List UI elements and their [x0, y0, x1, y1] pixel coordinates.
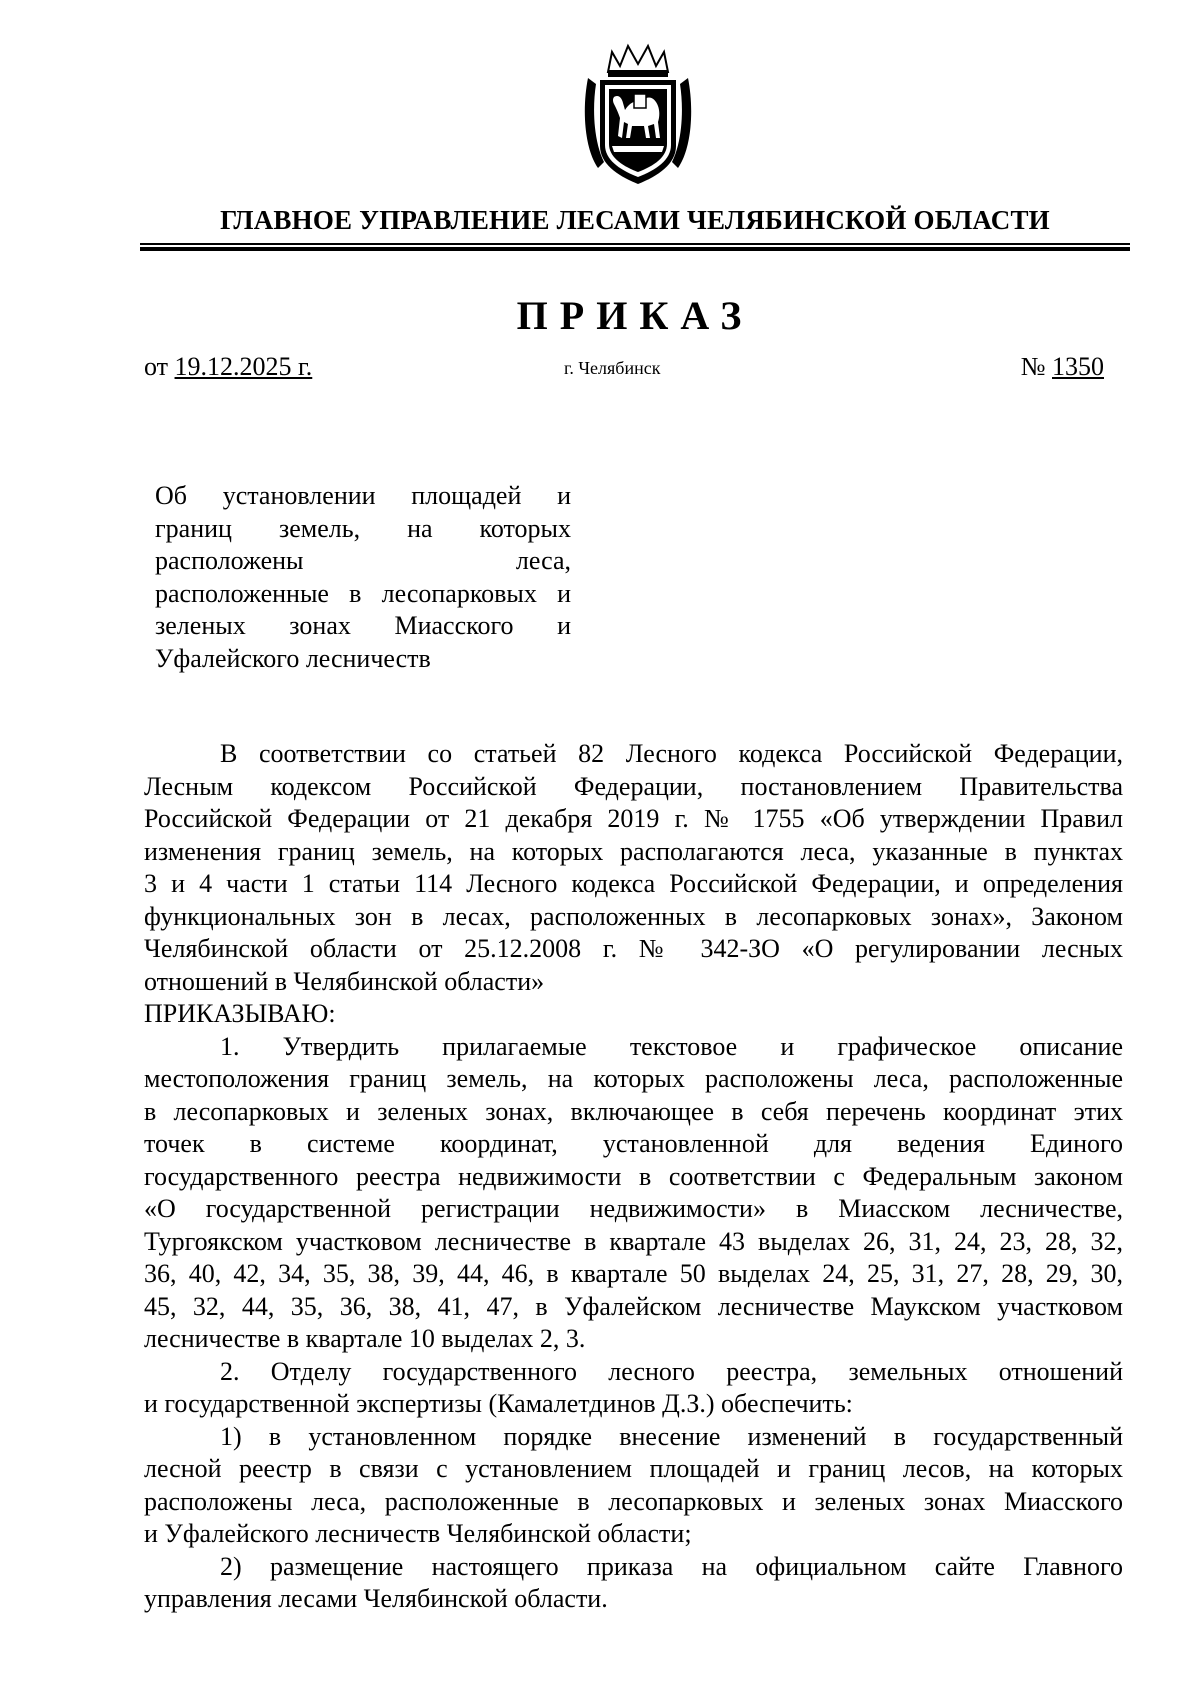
subject-line: расположенные в лесопарковых и: [155, 578, 571, 608]
date-value: 19.12.2025 г.: [174, 352, 313, 381]
header-divider-thick: [140, 247, 1130, 251]
organization-name: ГЛАВНОЕ УПРАВЛЕНИЕ ЛЕСАМИ ЧЕЛЯБИНСКОЙ ОБЛАСТИ: [220, 205, 1050, 235]
document-date: [144, 352, 312, 382]
date-number-row: [144, 352, 1104, 388]
body-line: управления лесами Челябинской области.: [144, 1584, 608, 1613]
body-line: 36, 40, 42, 34, 35, 38, 39, 44, 46, в квартале 50 выделах 24, 25, 31, 27, 28, 29, 30,: [144, 1259, 1123, 1288]
coat-of-arms-camel-icon: [578, 38, 698, 188]
body-line: и государственной экспертизы (Камалетдинов Д.З.) обеспечить:: [144, 1389, 853, 1418]
body-line: расположены леса, расположенные в лесопарковых и зеленых зонах Миасского: [144, 1486, 1123, 1516]
subject-line: Об установлении площадей и: [155, 481, 571, 510]
body-line: отношений в Челябинской области»: [144, 966, 545, 996]
body-line: местоположения границ земель, на которых расположены леса, расположенные: [144, 1064, 1123, 1093]
header-divider-thin: [140, 243, 1130, 245]
body-line: государственного реестра недвижимости в соответствии с Федеральным законом: [144, 1161, 1123, 1191]
subject-line: зеленых зонах Миасского и: [155, 611, 571, 640]
body-line: лесничестве в квартале 10 выделах 2, 3.: [144, 1324, 586, 1353]
document-city: г. Челябинск: [564, 358, 661, 378]
subject-line: расположены леса,: [155, 546, 571, 575]
number-value: 1350: [1052, 352, 1104, 381]
body-line: лесной реестр в связи с установлением площадей и границ лесов, на которых: [144, 1454, 1123, 1483]
number-prefix: №: [1020, 352, 1052, 381]
body-line: 1. Утвердить прилагаемые текстовое и графическое описание: [220, 1031, 1123, 1061]
body-line: Российской Федерации от 21 декабря 2019 г. № 1755 «Об утверждении Правил: [144, 804, 1123, 833]
document-body: [144, 738, 1123, 1616]
body-line: Лесным кодексом Российской Федерации, постановлением Правительства: [144, 771, 1123, 801]
body-line: 1) в установленном порядке внесение изменений в государственный: [220, 1421, 1123, 1451]
body-line: 3 и 4 части 1 статьи 114 Лесного кодекса Российской Федерации, и определения: [144, 869, 1123, 898]
document-subject: [155, 480, 571, 675]
body-line: в лесопарковых и зеленых зонах, включающее в себя перечень координат этих: [144, 1096, 1123, 1126]
document-number: [1021, 352, 1104, 382]
body-line: функциональных зон в лесах, расположенных в лесопарковых зонах», Законом: [144, 901, 1123, 931]
body-line: точек в системе координат, установленной для ведения Единого: [144, 1129, 1123, 1158]
document-title: ПРИКАЗ: [516, 293, 754, 338]
body-line: и Уфалейского лесничеств Челябинской области;: [144, 1519, 692, 1548]
body-line: «О государственной регистрации недвижимости» в Миасском лесничестве,: [144, 1194, 1123, 1223]
order-keyword: ПРИКАЗЫВАЮ:: [144, 999, 336, 1028]
body-line: 2. Отделу государственного лесного реестра, земельных отношений: [220, 1356, 1123, 1386]
body-line: 2) размещение настоящего приказа на официальном сайте Главного: [220, 1551, 1123, 1581]
body-line: изменения границ земель, на которых располагаются леса, указанные в пунктах: [144, 836, 1123, 866]
subject-line: границ земель, на которых: [155, 513, 571, 543]
body-line: Тургоякском участковом лесничестве в квартале 43 выделах 26, 31, 24, 23, 28, 32,: [144, 1226, 1123, 1256]
body-line: 45, 32, 44, 35, 36, 38, 41, 47, в Уфалейском лесничестве Маукском участковом: [144, 1291, 1123, 1321]
body-line: Челябинской области от 25.12.2008 г. № 342-ЗО «О регулировании лесных: [144, 934, 1123, 963]
body-line: В соответствии со статьей 82 Лесного кодекса Российской Федерации,: [220, 739, 1123, 768]
date-prefix: от: [144, 352, 175, 381]
subject-line: Уфалейского лесничеств: [155, 643, 431, 673]
